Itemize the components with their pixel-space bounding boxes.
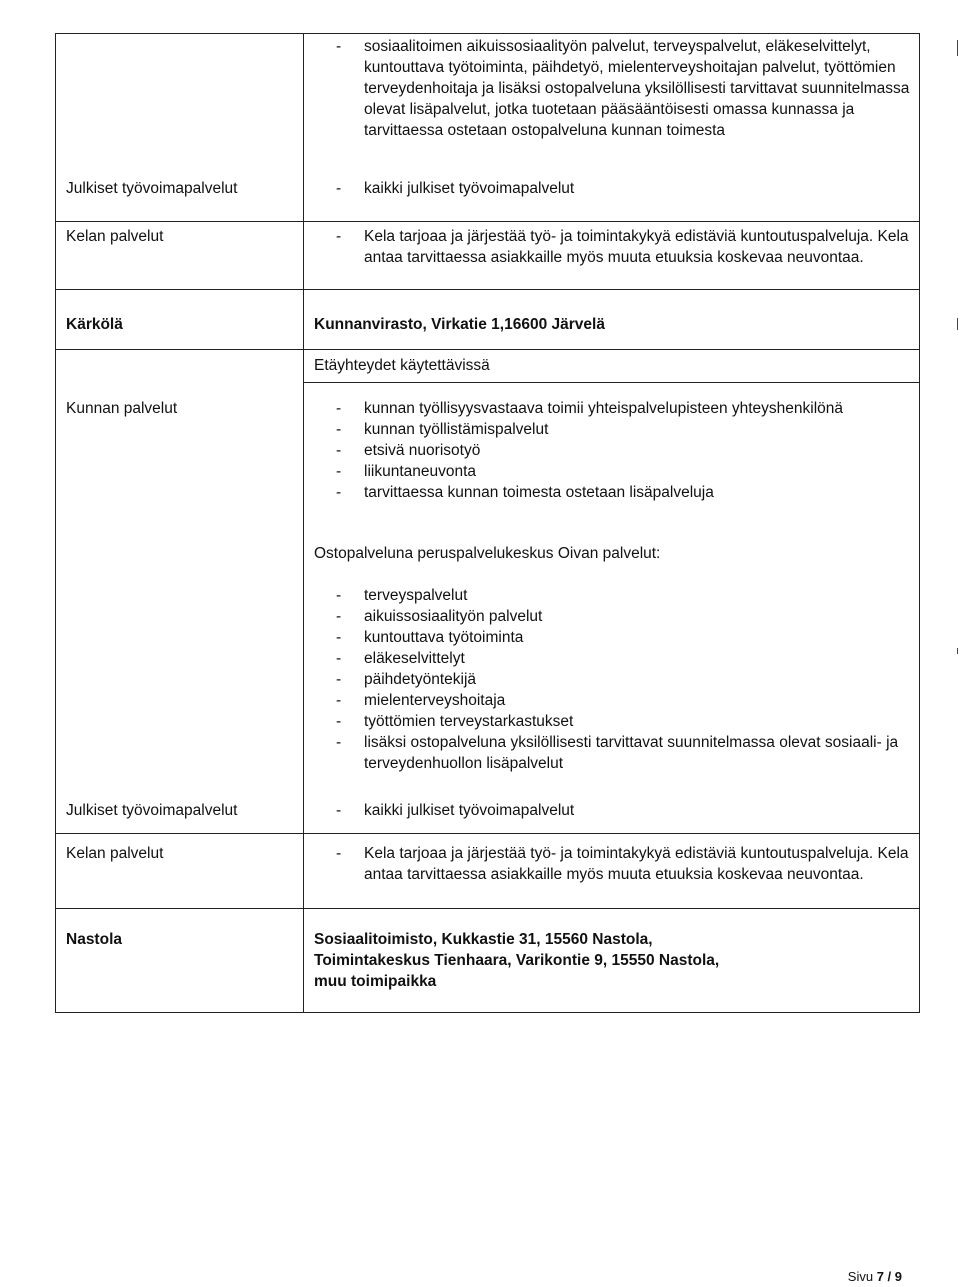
row-divider: [55, 349, 920, 350]
row-label-kelan-palvelut: Kelan palvelut: [66, 228, 164, 245]
municipal-services-list: [314, 398, 914, 503]
list-item: - eläkeselvittelyt: [314, 648, 914, 669]
page-separator: /: [883, 1269, 895, 1284]
list-item: - terveyspalvelut: [314, 585, 914, 606]
list-item: - sosiaalitoimen aikuissosiaalityön palvelut, terveyspalvelut, eläkeselvittelyt, kuntouttava työtoiminta, päihdetyö, mielenterveyshoitajan palvelut, työttömien terveydenhoitaja ja lisäksi ostopalveluna yksilöllisesti tarvittavat suunnitelmassa olevat lisäpalvelut, jotka tuotetaan pääsääntöisesti omassa kunnassa ja tarvittaessa ostetaan ostopalveluna kunnan toimesta: [314, 36, 914, 141]
list-item: - työttömien terveystarkastukset: [314, 711, 914, 732]
row-label-julkiset-tyovoimapalvelut: Julkiset työvoimapalvelut: [66, 180, 238, 197]
remote-connections-note: Etäyhteydet käytettävissä: [314, 357, 490, 374]
row-divider: [55, 289, 920, 290]
service-list: [314, 843, 914, 885]
margin-mark: [957, 648, 958, 654]
list-item: - lisäksi ostopalveluna yksilöllisesti tarvittavat suunnitelmassa olevat sosiaali- ja terveydenhuollon lisäpalvelut: [314, 732, 914, 774]
row-divider: [55, 221, 920, 222]
row-6-content: [314, 800, 914, 821]
row-5-content: [314, 398, 914, 503]
row-1-content: [314, 178, 914, 199]
row-0-content: [314, 36, 914, 141]
list-item: - liikuntaneuvonta: [314, 461, 914, 482]
address-line: muu toimipaikka: [314, 973, 437, 990]
list-item: - kuntouttava työtoiminta: [314, 627, 914, 648]
list-item: - kaikki julkiset työvoimapalvelut: [314, 178, 914, 199]
margin-mark: [957, 40, 958, 56]
page-prefix: Sivu: [847, 1269, 877, 1284]
list-item: - mielenterveyshoitaja: [314, 690, 914, 711]
purchased-services: [314, 585, 914, 774]
karkola-address: Kunnanvirasto, Virkatie 1,16600 Järvelä: [314, 316, 605, 333]
service-list: [314, 226, 914, 268]
row-divider: [303, 382, 920, 383]
subheading: Ostopalveluna peruspalvelukeskus Oivan palvelut:: [314, 545, 661, 562]
list-item: - tarvittaessa kunnan toimesta ostetaan lisäpalveluja: [314, 482, 914, 503]
table-column-divider: [303, 33, 304, 1013]
list-item: - aikuissosiaalityön palvelut: [314, 606, 914, 627]
list-item: - kunnan työllisyysvastaava toimii yhteispalvelupisteen yhteyshenkilönä: [314, 398, 914, 419]
purchased-services-heading: [314, 543, 914, 564]
address-line: Sosiaalitoimisto, Kukkastie 31, 15560 Nastola,: [314, 931, 653, 948]
table-top-border: [55, 33, 920, 34]
service-list: [314, 800, 914, 821]
list-item: - kaikki julkiset työvoimapalvelut: [314, 800, 914, 821]
row-label-karkola: Kärkölä: [66, 316, 123, 333]
total-pages: 9: [894, 1269, 902, 1284]
address-line: Toimintakeskus Tienhaara, Varikontie 9, 15550 Nastola,: [314, 952, 720, 969]
row-label-kunnan-palvelut: Kunnan palvelut: [66, 400, 178, 417]
list-item: - etsivä nuorisotyö: [314, 440, 914, 461]
service-list: [314, 178, 914, 199]
row-label-kelan-palvelut: Kelan palvelut: [66, 845, 164, 862]
page-number: [848, 1269, 902, 1285]
margin-mark: [957, 318, 958, 330]
table-left-border: [55, 33, 56, 1013]
row-label-julkiset-tyovoimapalvelut: Julkiset työvoimapalvelut: [66, 802, 238, 819]
current-page: 7: [876, 1269, 884, 1284]
list-item: - Kela tarjoaa ja järjestää työ- ja toimintakykyä edistäviä kuntoutuspalveluja. Kela antaa tarvittaessa asiakkaille myös muuta etuuksia koskevaa neuvontaa.: [314, 843, 914, 885]
row-divider: [55, 908, 920, 909]
nastola-addresses: [314, 929, 914, 992]
purchased-services-list: [314, 585, 914, 774]
table-bottom-border: [55, 1012, 920, 1013]
list-item: - kunnan työllistämispalvelut: [314, 419, 914, 440]
table-right-border: [919, 33, 920, 1013]
row-label-nastola: Nastola: [66, 931, 122, 948]
row-divider: [55, 833, 920, 834]
row-2-content: [314, 226, 914, 268]
list-item: - päihdetyöntekijä: [314, 669, 914, 690]
row-7-content: [314, 843, 914, 885]
service-list: [314, 36, 914, 141]
list-item: - Kela tarjoaa ja järjestää työ- ja toimintakykyä edistäviä kuntoutuspalveluja. Kela antaa tarvittaessa asiakkaille myös muuta etuuksia koskevaa neuvontaa.: [314, 226, 914, 268]
